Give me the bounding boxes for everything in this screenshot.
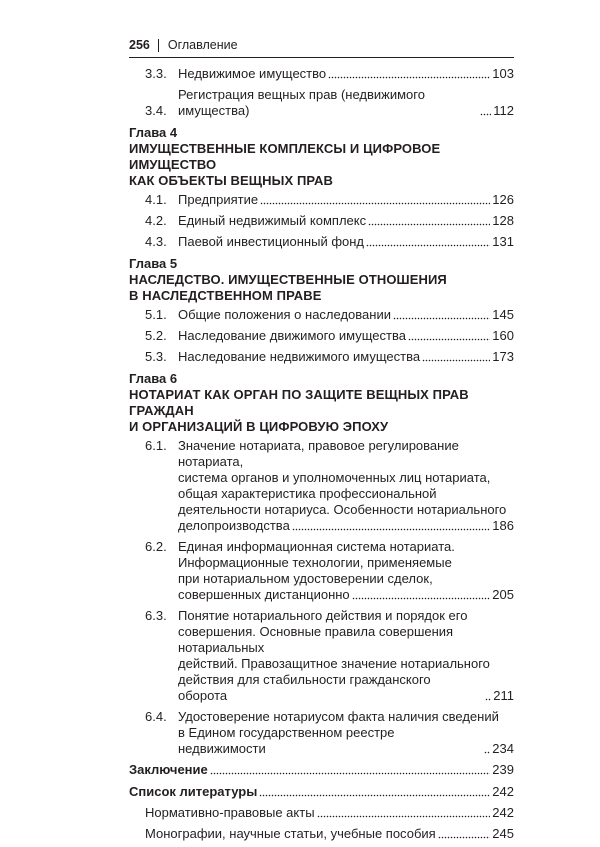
dot-leader [485,697,491,701]
section-title: Заключение [129,762,208,777]
page-number: 256 [129,38,150,52]
section-title-last-line [178,518,514,534]
section-title: Список литературы [129,784,258,799]
toc-entry-3-4[interactable] [129,87,514,119]
chapter-title-line: В НАСЛЕДСТВЕННОМ ПРАВЕ [129,288,322,303]
page-ref: 103 [492,66,514,81]
section-title: Монографии, научные статьи, учебные пособия [145,826,436,841]
chapter-title-line: КАК ОБЪЕКТЫ ВЕЩНЫХ ПРАВ [129,173,333,188]
dot-leader [438,835,491,839]
chapter-title-line: НОТАРИАТ КАК ОРГАН ПО ЗАЩИТЕ ВЕЩНЫХ ПРАВ ГРАЖДАН [129,387,469,418]
dot-leader [259,793,490,797]
section-title [178,539,514,603]
section-title: Регистрация вещных прав (недвижимого имущества) [178,87,425,118]
dot-leader [328,75,490,79]
toc-entry-4-2[interactable] [129,213,514,229]
section-title-line: Значение нотариата, правовое регулирование нотариата, [178,438,459,469]
section-title-last-line [178,725,514,757]
dot-leader [480,112,491,116]
chapter-4 [129,125,514,250]
section-number: 6.3. [145,608,167,623]
section-number: 4.1. [145,192,167,207]
toc-entry-4-3[interactable] [129,234,514,250]
page-ref: 234 [492,741,514,756]
chapter-5 [129,256,514,365]
dot-leader [366,243,490,247]
toc-entry-references[interactable] [129,784,514,800]
section-number: 4.3. [145,234,167,249]
chapter-title[interactable] [129,272,514,304]
section-number: 6.1. [145,438,167,453]
page-ref: 145 [492,307,514,322]
page-ref: 211 [493,688,514,703]
dot-leader [422,358,490,362]
section-title-line: Удостоверение нотариусом факта наличия сведений [178,709,499,724]
page-ref: 239 [492,762,514,777]
toc-entry-5-3[interactable] [129,349,514,365]
section-title: Недвижимое имущество [178,66,327,81]
toc-entry-6-3[interactable] [129,608,514,704]
section-title: Единый недвижимый комплекс [178,213,367,228]
toc-entry-conclusion[interactable] [129,762,514,778]
page-ref: 245 [492,826,514,841]
header-rule [129,57,514,58]
page-ref: 173 [492,349,514,364]
page-ref: 112 [493,103,514,118]
chapter-title-line: НАСЛЕДСТВО. ИМУЩЕСТВЕННЫЕ ОТНОШЕНИЯ [129,272,447,287]
table-of-contents [129,66,514,847]
dot-leader [352,596,491,600]
dot-leader [210,771,491,775]
page-ref: 160 [492,328,514,343]
section-title [178,438,514,534]
dot-leader [317,814,491,818]
chapter-title[interactable] [129,141,514,189]
chapter-label: Глава 4 [129,125,178,140]
header-section-title: Оглавление [167,38,238,52]
section-title-line: Единая информационная система нотариата. [178,539,455,554]
dot-leader [368,222,490,226]
toc-entry-6-1[interactable] [129,438,514,534]
section-title-line: делопроизводства [178,518,290,533]
toc-entry-references-normative[interactable] [129,805,514,821]
section-number: 4.2. [145,213,167,228]
section-title-line: действия для стабильности гражданского оборота [178,672,431,703]
section-title-line: общая характеристика профессиональной [178,486,437,501]
section-title-line: Информационные технологии, применяемые [178,555,452,570]
section-title-line: деятельности нотариуса. Особенности нотариального [178,502,507,517]
section-number: 3.3. [145,66,167,81]
toc-entry-4-1[interactable] [129,192,514,208]
chapter-label: Глава 6 [129,371,178,386]
page-ref: 131 [492,234,514,249]
page-ref: 242 [492,805,514,820]
toc-entry-6-2[interactable] [129,539,514,603]
section-title: Нормативно-правовые акты [145,805,315,820]
toc-entry-5-2[interactable] [129,328,514,344]
section-title-line: действий. Правозащитное значение нотариального [178,656,490,671]
section-title: Наследование недвижимого имущества [178,349,421,364]
section-number: 3.4. [145,103,167,118]
section-title: Общие положения о наследовании [178,307,391,322]
chapter-label: Глава 5 [129,256,178,271]
section-title-last-line [178,587,514,603]
page-ref: 205 [492,587,514,602]
toc-entry-references-monographs[interactable] [129,826,514,842]
dot-leader [393,316,490,320]
section-title-line: в Едином государственном реестре недвижимости [178,725,395,756]
page-ref: 242 [492,784,514,799]
section-title-line: совершения. Основные правила совершения нотариальных [178,624,454,655]
page-ref: 186 [492,518,514,533]
section-number: 5.3. [145,349,167,364]
page-ref: 128 [492,213,514,228]
header-separator [158,39,159,52]
section-title-line: система органов и уполномоченных лиц нотариата, [178,470,491,485]
chapter-title[interactable] [129,387,514,435]
section-title: Наследование движимого имущества [178,328,406,343]
section-title [178,608,514,704]
section-number: 5.2. [145,328,167,343]
toc-entry-5-1[interactable] [129,307,514,323]
dot-leader [260,201,490,205]
section-title-last-line [178,672,514,704]
section-title-line: при нотариальном удостоверении сделок, [178,571,433,586]
running-header [129,38,238,52]
dot-leader [408,337,490,341]
section-title: Паевой инвестиционный фонд [178,234,365,249]
section-number: 5.1. [145,307,167,322]
section-title-line: совершенных дистанционно [178,587,350,602]
section-title-line: Понятие нотариального действия и порядок его [178,608,468,623]
section-number: 6.2. [145,539,167,554]
dot-leader [484,750,490,754]
page-ref: 126 [492,192,514,207]
toc-entry-3-3[interactable] [129,66,514,82]
chapter-title-line: ИМУЩЕСТВЕННЫЕ КОМПЛЕКСЫ И ЦИФРОВОЕ ИМУЩЕСТВО [129,141,441,172]
dot-leader [292,527,490,531]
chapter-6 [129,371,514,757]
section-number: 6.4. [145,709,167,724]
section-title: Предприятие [178,192,259,207]
chapter-title-line: И ОРГАНИЗАЦИЙ В ЦИФРОВУЮ ЭПОХУ [129,419,389,434]
